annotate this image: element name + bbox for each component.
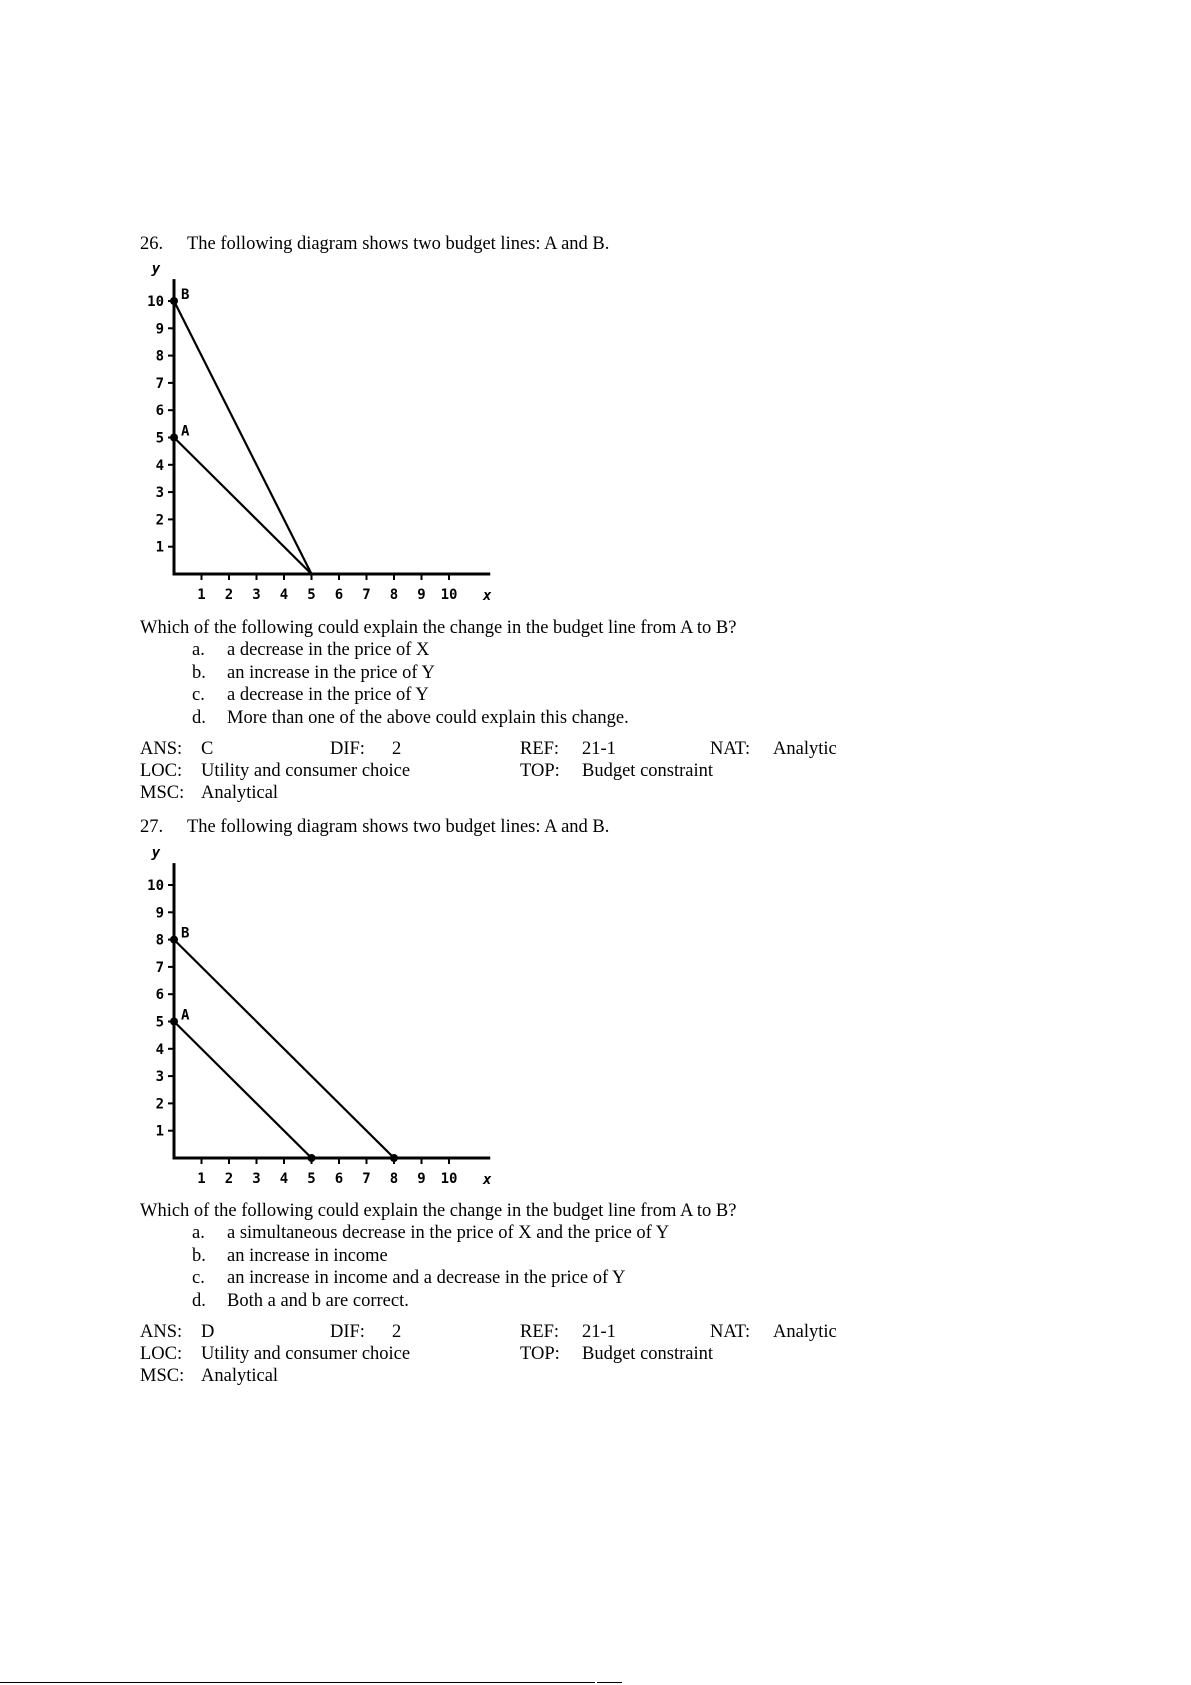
meta-row-3 — [140, 782, 1140, 804]
y-tick-label: 9 — [155, 905, 164, 922]
x-tick-label: 10 — [440, 1171, 458, 1187]
y-tick-label: 10 — [147, 878, 164, 894]
footer-rule — [0, 1682, 595, 1683]
y-tick-label: 4 — [155, 1041, 164, 1058]
option-b[interactable] — [192, 1245, 1140, 1268]
y-tick-label: 7 — [155, 375, 164, 392]
y-axis-label: y — [151, 265, 161, 278]
y-tick-label: 7 — [155, 959, 164, 976]
series-label-b: B — [181, 925, 190, 942]
msc-label: MSC: — [140, 783, 185, 803]
x-tick-label: 4 — [279, 1171, 289, 1187]
budget-line-chart-26 — [140, 265, 520, 610]
x-tick-label: 7 — [362, 587, 371, 603]
x-tick-label: 8 — [389, 1171, 399, 1187]
option-letter: a. — [192, 1223, 205, 1243]
top-label: TOP: — [520, 761, 560, 781]
option-text: an increase in income — [227, 1245, 388, 1266]
series-label-a: A — [181, 1007, 190, 1024]
option-letter: c. — [192, 685, 205, 705]
top-value: Budget constraint — [582, 1344, 714, 1364]
y-tick-label: 1 — [155, 1123, 164, 1140]
nat-value: Analytic — [773, 739, 837, 759]
x-tick-label: 9 — [417, 1171, 426, 1187]
meta-row-3 — [140, 1365, 1140, 1387]
y-tick-label: 10 — [147, 294, 164, 310]
x-intercept-point-b — [390, 1154, 398, 1162]
loc-label: LOC: — [140, 761, 183, 781]
option-d[interactable] — [192, 707, 1140, 730]
ans-label: ANS: — [140, 739, 183, 759]
series-label-a: A — [181, 423, 190, 440]
y-tick-label: 5 — [155, 430, 164, 447]
option-letter: d. — [192, 707, 206, 728]
option-text: Both a and b are correct. — [227, 1290, 409, 1311]
y-tick-label: 1 — [155, 539, 164, 556]
option-text: an increase in the price of Y — [227, 662, 435, 683]
chart-svg — [140, 265, 520, 610]
y-tick-label: 8 — [155, 348, 164, 365]
loc-label: LOC: — [140, 1344, 183, 1364]
top-value: Budget constraint — [582, 761, 714, 781]
budget-line-a — [174, 1022, 312, 1159]
y-tick-label: 3 — [155, 485, 164, 502]
ans-value: C — [201, 739, 214, 759]
question-prompt: Which of the following could explain the change in the budget line from A to B? — [140, 1201, 737, 1221]
option-a[interactable] — [192, 1222, 1140, 1245]
y-tick-label: 3 — [155, 1069, 164, 1086]
loc-value: Utility and consumer choice — [201, 1344, 411, 1364]
intercept-point-a — [170, 1018, 178, 1026]
x-tick-label: 3 — [252, 1171, 261, 1187]
x-tick-label: 2 — [224, 1171, 234, 1187]
y-tick-label: 6 — [155, 403, 164, 420]
ans-value: D — [201, 1322, 215, 1342]
meta-row-1 — [140, 738, 1140, 760]
option-text: a simultaneous decrease in the price of X and the price of Y — [227, 1223, 670, 1243]
loc-value: Utility and consumer choice — [201, 761, 411, 781]
msc-value: Analytical — [201, 783, 279, 803]
x-tick-label: 9 — [417, 587, 426, 603]
option-text: a decrease in the price of Y — [227, 685, 429, 705]
option-text: More than one of the above could explain this change. — [227, 707, 629, 728]
question-number: 27. — [140, 817, 164, 837]
answer-options — [192, 1222, 1140, 1312]
budget-line-b — [174, 301, 312, 574]
meta-row-2 — [140, 1343, 1140, 1365]
option-text: an increase in income and a decrease in the price of Y — [227, 1268, 626, 1288]
x-tick-label: 4 — [279, 587, 289, 603]
question-27-body — [140, 1200, 1140, 1312]
intercept-point-b — [170, 297, 178, 305]
question-26-body — [140, 617, 1140, 729]
x-tick-label: 8 — [389, 587, 399, 603]
option-letter: b. — [192, 1245, 206, 1266]
intercept-point-a — [170, 434, 178, 442]
x-axis-label: x — [483, 588, 492, 604]
option-c[interactable] — [192, 684, 1140, 707]
x-tick-label: 7 — [362, 1171, 371, 1187]
option-letter: b. — [192, 662, 206, 683]
top-label: TOP: — [520, 1344, 560, 1364]
answer-options — [192, 639, 1140, 729]
meta-row-1 — [140, 1321, 1140, 1343]
meta-row-2 — [140, 760, 1140, 782]
nat-label: NAT: — [710, 1322, 751, 1342]
question-prompt: Which of the following could explain the change in the budget line from A to B? — [140, 618, 737, 638]
question-27-header — [140, 816, 1140, 838]
answer-metadata-26 — [140, 738, 1140, 804]
dif-label: DIF: — [330, 739, 365, 759]
ref-value: 21-1 — [582, 739, 616, 759]
option-c[interactable] — [192, 1267, 1140, 1290]
x-intercept-point-a — [308, 1154, 316, 1162]
nat-value: Analytic — [773, 1322, 837, 1342]
y-tick-label: 2 — [155, 1096, 164, 1113]
ref-value: 21-1 — [582, 1322, 616, 1342]
option-b[interactable] — [192, 662, 1140, 685]
x-tick-label: 6 — [334, 587, 344, 603]
budget-line-a — [174, 438, 312, 575]
option-letter: c. — [192, 1268, 205, 1288]
dif-value: 2 — [392, 1322, 402, 1342]
x-tick-label: 1 — [197, 587, 206, 603]
option-letter: d. — [192, 1290, 206, 1311]
x-axis-label: x — [483, 1172, 492, 1188]
answer-metadata-27 — [140, 1321, 1140, 1387]
intercept-point-b — [170, 936, 178, 944]
dif-label: DIF: — [330, 1322, 365, 1342]
y-tick-label: 4 — [155, 457, 164, 474]
msc-label: MSC: — [140, 1366, 185, 1386]
option-text: a decrease in the price of X — [227, 640, 430, 660]
budget-line-chart-27 — [140, 849, 520, 1194]
dif-value: 2 — [392, 739, 402, 759]
chart-svg — [140, 849, 520, 1194]
x-tick-label: 2 — [224, 587, 234, 603]
x-tick-label: 5 — [307, 1171, 316, 1187]
question-stem: The following diagram shows two budget lines: A and B. — [187, 234, 610, 254]
x-tick-label: 3 — [252, 587, 261, 603]
question-26-header — [140, 233, 1140, 255]
nat-label: NAT: — [710, 739, 751, 759]
y-tick-label: 9 — [155, 321, 164, 338]
y-axis-label: y — [151, 849, 161, 862]
y-tick-label: 5 — [155, 1014, 164, 1031]
option-d[interactable] — [192, 1290, 1140, 1313]
footer-rule-short — [597, 1682, 622, 1683]
ref-label: REF: — [520, 1322, 560, 1342]
x-tick-label: 5 — [307, 587, 316, 603]
y-tick-label: 6 — [155, 987, 164, 1004]
ans-label: ANS: — [140, 1322, 183, 1342]
x-tick-label: 10 — [440, 587, 458, 603]
option-a[interactable] — [192, 639, 1140, 662]
option-letter: a. — [192, 640, 205, 660]
ref-label: REF: — [520, 739, 560, 759]
x-tick-label: 1 — [197, 1171, 206, 1187]
budget-line-b — [174, 940, 394, 1158]
y-tick-label: 8 — [155, 932, 164, 949]
y-tick-label: 2 — [155, 512, 164, 529]
series-label-b: B — [181, 287, 190, 303]
question-number: 26. — [140, 234, 164, 254]
question-stem: The following diagram shows two budget lines: A and B. — [187, 817, 610, 837]
msc-value: Analytical — [201, 1366, 279, 1386]
x-tick-label: 6 — [334, 1171, 344, 1187]
